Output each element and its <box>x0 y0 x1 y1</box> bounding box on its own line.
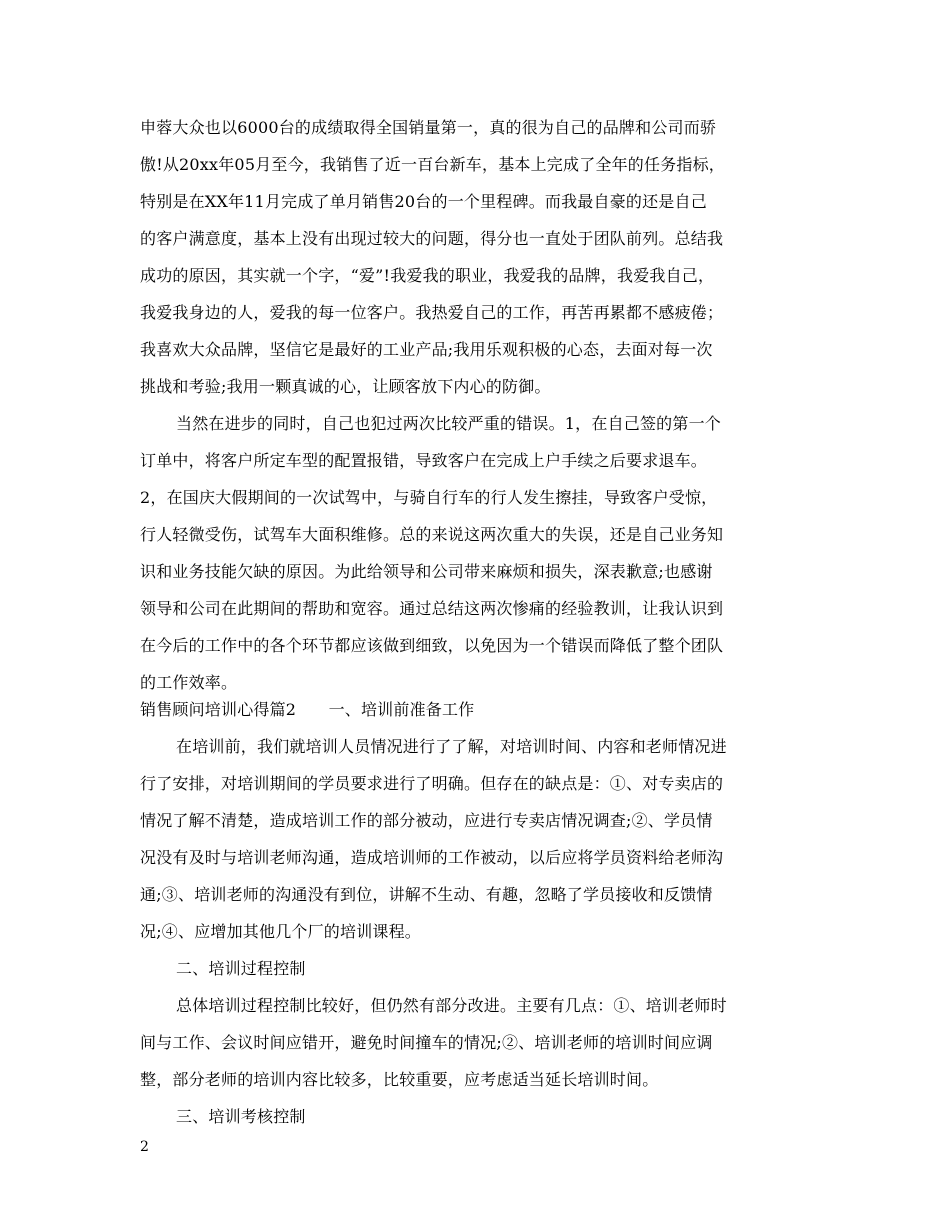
page-number: 2 <box>140 1139 149 1155</box>
text-line: 订单中，将客户所定车型的配置报错，导致客户在完成上户手续之后要求退车。 <box>140 451 708 470</box>
text-line: 傲!从20xx年05月至今，我销售了近一百台新车，基本上完成了全年的任务指标， <box>140 155 725 174</box>
subheading-line: 二、培训过程控制 <box>176 959 306 978</box>
text-line: 领导和公司在此期间的帮助和宽容。通过总结这两次惨痛的经验教训，让我认识到 <box>140 599 724 618</box>
text-line: 的工作效率。 <box>140 673 238 692</box>
text-line: 我喜欢大众品牌，坚信它是最好的工业产品;我用乐观积极的心态，去面对每一次 <box>140 340 713 359</box>
text-line: 行人轻微受伤，试驾车大面积维修。总的来说这两次重大的失误，还是自己业务知 <box>140 525 724 544</box>
paragraph-start-line: 当然在进步的同时，自己也犯过两次比较严重的错误。1，在自己签的第一个 <box>176 414 721 433</box>
text-line: 2，在国庆大假期间的一次试驾中，与骑自行车的行人发生擦挂，导致客户受惊， <box>140 488 718 507</box>
text-line: 特别是在XX年11月完成了单月销售20台的一个里程碑。而我最自豪的还是自己 <box>140 192 707 211</box>
text-line: 间与工作、会议时间应错开，避免时间撞车的情况;②、培训老师的培训时间应调 <box>140 1033 713 1052</box>
text-line: 整，部分老师的培训内容比较多，比较重要，应考虑适当延长培训时间。 <box>140 1070 659 1089</box>
text-line: 我爱我身边的人，爱我的每一位客户。我热爱自己的工作，再苦再累都不感疲倦； <box>140 303 724 322</box>
text-line: 情况了解不清楚，造成培训工作的部分被动，应进行专卖店情况调查;②、学员情 <box>140 811 713 830</box>
text-line: 申蓉大众也以6000台的成绩取得全国销量第一，真的很为自己的品牌和公司而骄 <box>140 118 717 137</box>
subheading-line: 三、培训考核控制 <box>176 1107 306 1126</box>
text-line: 况;④、应增加其他几个厂的培训课程。 <box>140 922 421 941</box>
text-line: 挑战和考验;我用一颗真诚的心，让顾客放下内心的防御。 <box>140 377 551 396</box>
paragraph-start-line: 在培训前，我们就培训人员情况进行了了解，对培训时间、内容和老师情况进 <box>176 737 727 756</box>
text-line: 识和业务技能欠缺的原因。为此给领导和公司带来麻烦和损失，深表歉意;也感谢 <box>140 562 713 581</box>
text-line: 在今后的工作中的各个环节都应该做到细致，以免因为一个错误而降低了整个团队 <box>140 636 724 655</box>
section-heading-line: 销售顾问培训心得篇2 一、培训前准备工作 <box>140 700 475 719</box>
paragraph-start-line: 总体培训过程控制比较好，但仍然有部分改进。主要有几点：①、培训老师时 <box>176 996 727 1015</box>
text-line: 通;③、培训老师的沟通没有到位，讲解不生动、有趣，忽略了学员接收和反馈情 <box>140 885 713 904</box>
text-line: 行了安排，对培训期间的学员要求进行了明确。但存在的缺点是：①、对专卖店的 <box>140 774 724 793</box>
text-line: 成功的原因，其实就一个字，“爱”!我爱我的职业，我爱我的品牌，我爱我自己， <box>140 266 715 285</box>
text-line: 况没有及时与培训老师沟通，造成培训师的工作被动，以后应将学员资料给老师沟 <box>140 848 724 867</box>
text-line: 的客户满意度，基本上没有出现过较大的问题，得分也一直处于团队前列。总结我 <box>140 229 724 248</box>
